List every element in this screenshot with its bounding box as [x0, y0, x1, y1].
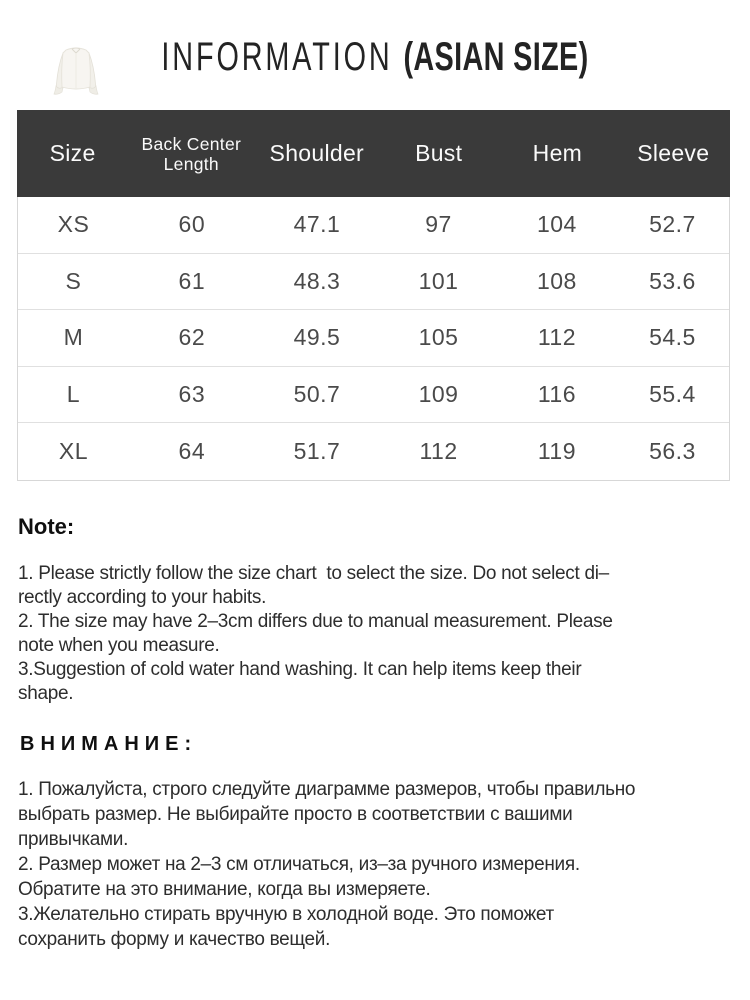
cell-size: XL	[58, 438, 89, 465]
size-table-body	[17, 197, 730, 481]
cell-hem: 108	[536, 267, 577, 294]
note-line: rectly according to your habits.	[18, 587, 267, 608]
cell-bust: 109	[418, 381, 459, 408]
cell-sleeve: 56.3	[649, 438, 696, 465]
cell-size: M	[63, 324, 84, 351]
cell-bust: 105	[418, 324, 459, 351]
cell-sleeve: 55.4	[649, 381, 696, 408]
cell-back-center-length: 64	[178, 438, 206, 465]
table-row-l	[18, 367, 729, 424]
attention-heading-ru: ВНИМАНИЕ:	[20, 733, 198, 755]
title-asian-size: (ASIAN SIZE)	[403, 35, 589, 79]
note-line: note when you measure.	[18, 635, 220, 656]
cell-bust: 101	[418, 267, 459, 294]
cell-shoulder: 50.7	[293, 381, 341, 408]
note-text-en	[18, 562, 743, 706]
blouse-icon	[53, 42, 99, 99]
cell-back-center-length: 60	[178, 211, 206, 238]
product-photo-blouse	[53, 42, 99, 99]
note-heading: Note:	[18, 514, 75, 539]
cell-sleeve: 54.5	[649, 324, 696, 351]
note-line: 1. Please strictly follow the size chart to select the size. Do not select di–	[18, 563, 609, 584]
col-header-shoulder: Shoulder	[269, 140, 365, 166]
note-line: сохранить форму и качество вещей.	[18, 929, 331, 950]
title-information: INFORMATION	[161, 35, 404, 79]
cell-shoulder: 51.7	[293, 438, 341, 465]
table-row-m	[18, 310, 729, 367]
col-header-size: Size	[49, 140, 96, 166]
cell-hem: 119	[537, 438, 576, 465]
table-row-xl	[18, 423, 729, 480]
note-line: 2. Размер может на 2–3 см отличаться, из–за ручного измерения.	[18, 854, 580, 875]
col-header-hem: Hem	[532, 140, 583, 166]
size-table	[17, 110, 730, 481]
cell-bust: 112	[419, 438, 458, 465]
cell-back-center-length: 61	[178, 267, 206, 294]
col-header-back-center-line2: Length	[163, 153, 219, 174]
cell-size: XS	[57, 211, 90, 238]
cell-shoulder: 49.5	[293, 324, 341, 351]
page-title	[105, 36, 645, 80]
cell-hem: 112	[537, 324, 576, 351]
col-header-sleeve: Sleeve	[637, 140, 710, 166]
size-table-header-row	[17, 110, 730, 197]
cell-back-center-length: 63	[178, 381, 206, 408]
note-line: выбрать размер. Не выбирайте просто в соответствии с вашими	[18, 804, 573, 825]
note-line: привычками.	[18, 829, 129, 850]
note-line: 2. The size may have 2–3cm differs due to manual measurement. Please	[18, 611, 613, 632]
table-row-s	[18, 254, 729, 311]
col-header-bust: Bust	[415, 140, 463, 166]
col-header-back-center-line1: Back Center	[141, 133, 242, 154]
note-line: 1. Пожалуйста, строго следуйте диаграмме размеров, чтобы правильно	[18, 779, 636, 800]
cell-back-center-length: 62	[178, 324, 206, 351]
cell-shoulder: 48.3	[293, 267, 341, 294]
col-header-back-center-length	[142, 134, 242, 174]
note-line: shape.	[18, 683, 74, 704]
cell-bust: 97	[425, 211, 452, 238]
note-line: 3.Желательно стирать вручную в холодной воде. Это поможет	[18, 904, 554, 925]
cell-shoulder: 47.1	[293, 211, 341, 238]
cell-hem: 116	[537, 381, 576, 408]
note-text-ru	[18, 777, 743, 952]
table-row-xs	[18, 197, 729, 254]
note-line: Обратите на это внимание, когда вы измеряете.	[18, 879, 431, 900]
cell-sleeve: 52.7	[649, 211, 696, 238]
cell-size: S	[65, 267, 82, 294]
cell-hem: 104	[536, 211, 577, 238]
note-line: 3.Suggestion of cold water hand washing. It can help items keep their	[18, 659, 582, 680]
cell-sleeve: 53.6	[649, 267, 696, 294]
cell-size: L	[66, 381, 81, 408]
